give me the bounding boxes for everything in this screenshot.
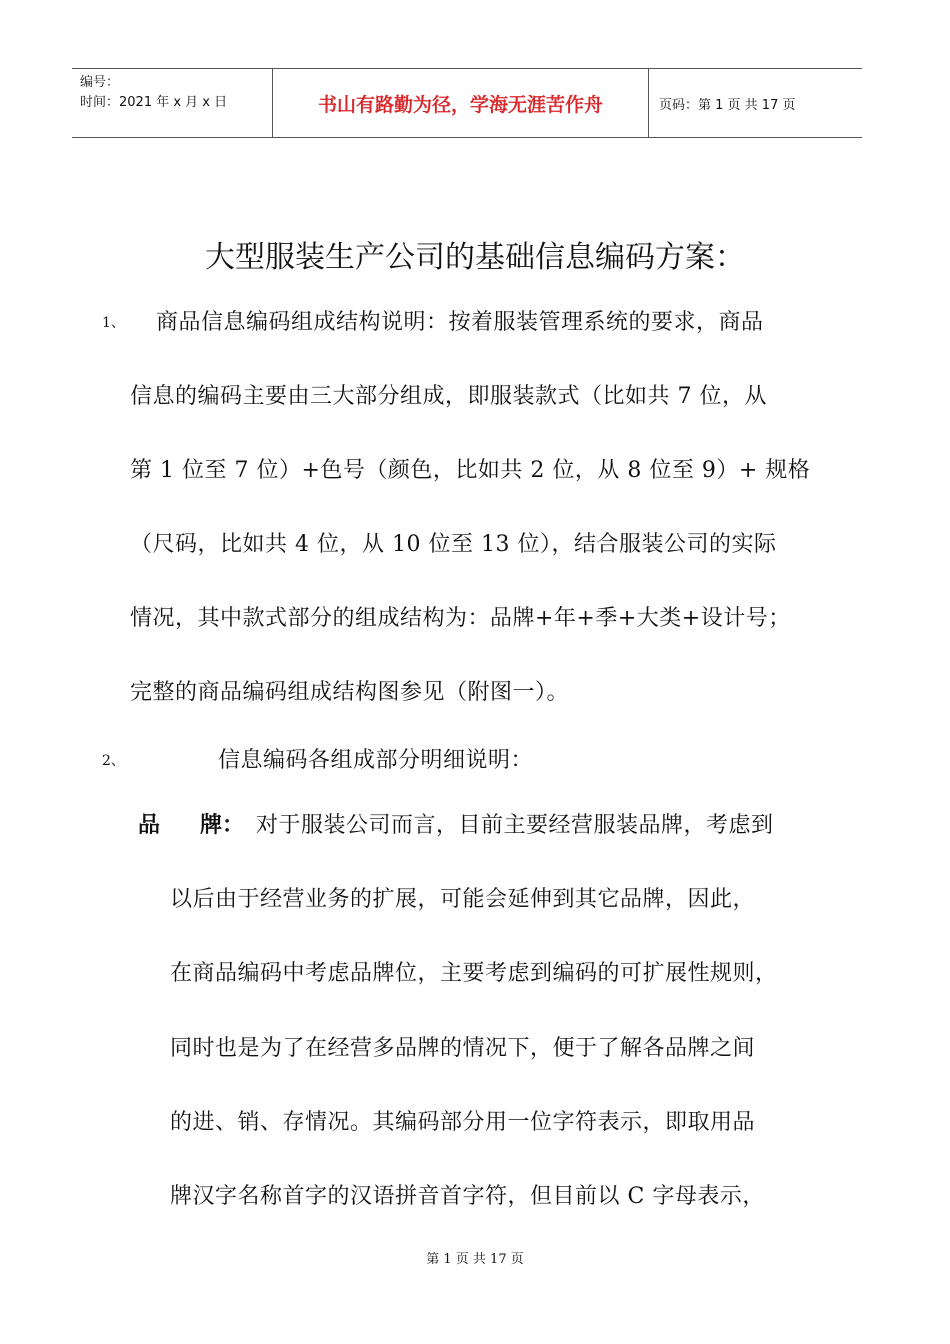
brand-line: 的进、销、存情况。其编码部分用一位字符表示，即取用品 [170, 1110, 756, 1135]
section1-line: 完整的商品编码组成结构图参见（附图一）。 [130, 680, 570, 705]
brand-line: 同时也是为了在经营多品牌的情况下，便于了解各品牌之间 [170, 1036, 756, 1061]
document-title: 大型服装生产公司的基础信息编码方案： [205, 240, 745, 275]
section1-line: （尺码，比如共 4 位，从 10 位至 13 位），结合服装公司的实际 [130, 532, 777, 557]
header-page-info: 页码：第 1 页 共 17 页 [659, 97, 796, 113]
section2-heading: 信息编码各组成部分明细说明： [218, 748, 534, 773]
header-meta-cell [72, 69, 273, 137]
brand-label-b: 牌： [200, 813, 245, 838]
section1-line: 商品信息编码组成结构说明：按着服装管理系统的要求，商品 [156, 310, 764, 335]
number-label: 编号： [80, 75, 120, 90]
brand-line: 在商品编码中考虑品牌位，主要考虑到编码的可扩展性规则， [170, 961, 778, 986]
header-page-cell [649, 69, 862, 137]
document-header [72, 68, 862, 138]
section1-line: 情况，其中款式部分的组成结构为：品牌+年+季+大类+设计号； [130, 606, 791, 631]
header-motto-cell [273, 69, 649, 137]
section1-line: 第 1 位至 7 位）+色号（颜色，比如共 2 位，从 8 位至 9）+ 规格 [130, 458, 811, 483]
section1-line: 信息的编码主要由三大部分组成，即服装款式（比如共 7 位，从 [130, 384, 767, 409]
time-label: 时间：2021 年 x 月 x 日 [80, 95, 228, 110]
header-motto: 书山有路勤为径，学海无涯苦作舟 [317, 93, 603, 116]
section1-number: 1、 [102, 315, 125, 331]
brand-line: 以后由于经营业务的扩展，可能会延伸到其它品牌，因此， [170, 887, 756, 912]
brand-line: 对于服装公司而言，目前主要经营服装品牌，考虑到 [256, 813, 774, 838]
section2-number: 2、 [102, 753, 125, 769]
brand-label-a: 品 [138, 813, 161, 838]
brand-line: 牌汉字名称首字的汉语拼音首字符，但目前以 C 字母表示， [170, 1184, 765, 1209]
page-footer: 第 1 页 共 17 页 [426, 1252, 524, 1267]
brand-label [138, 808, 244, 839]
